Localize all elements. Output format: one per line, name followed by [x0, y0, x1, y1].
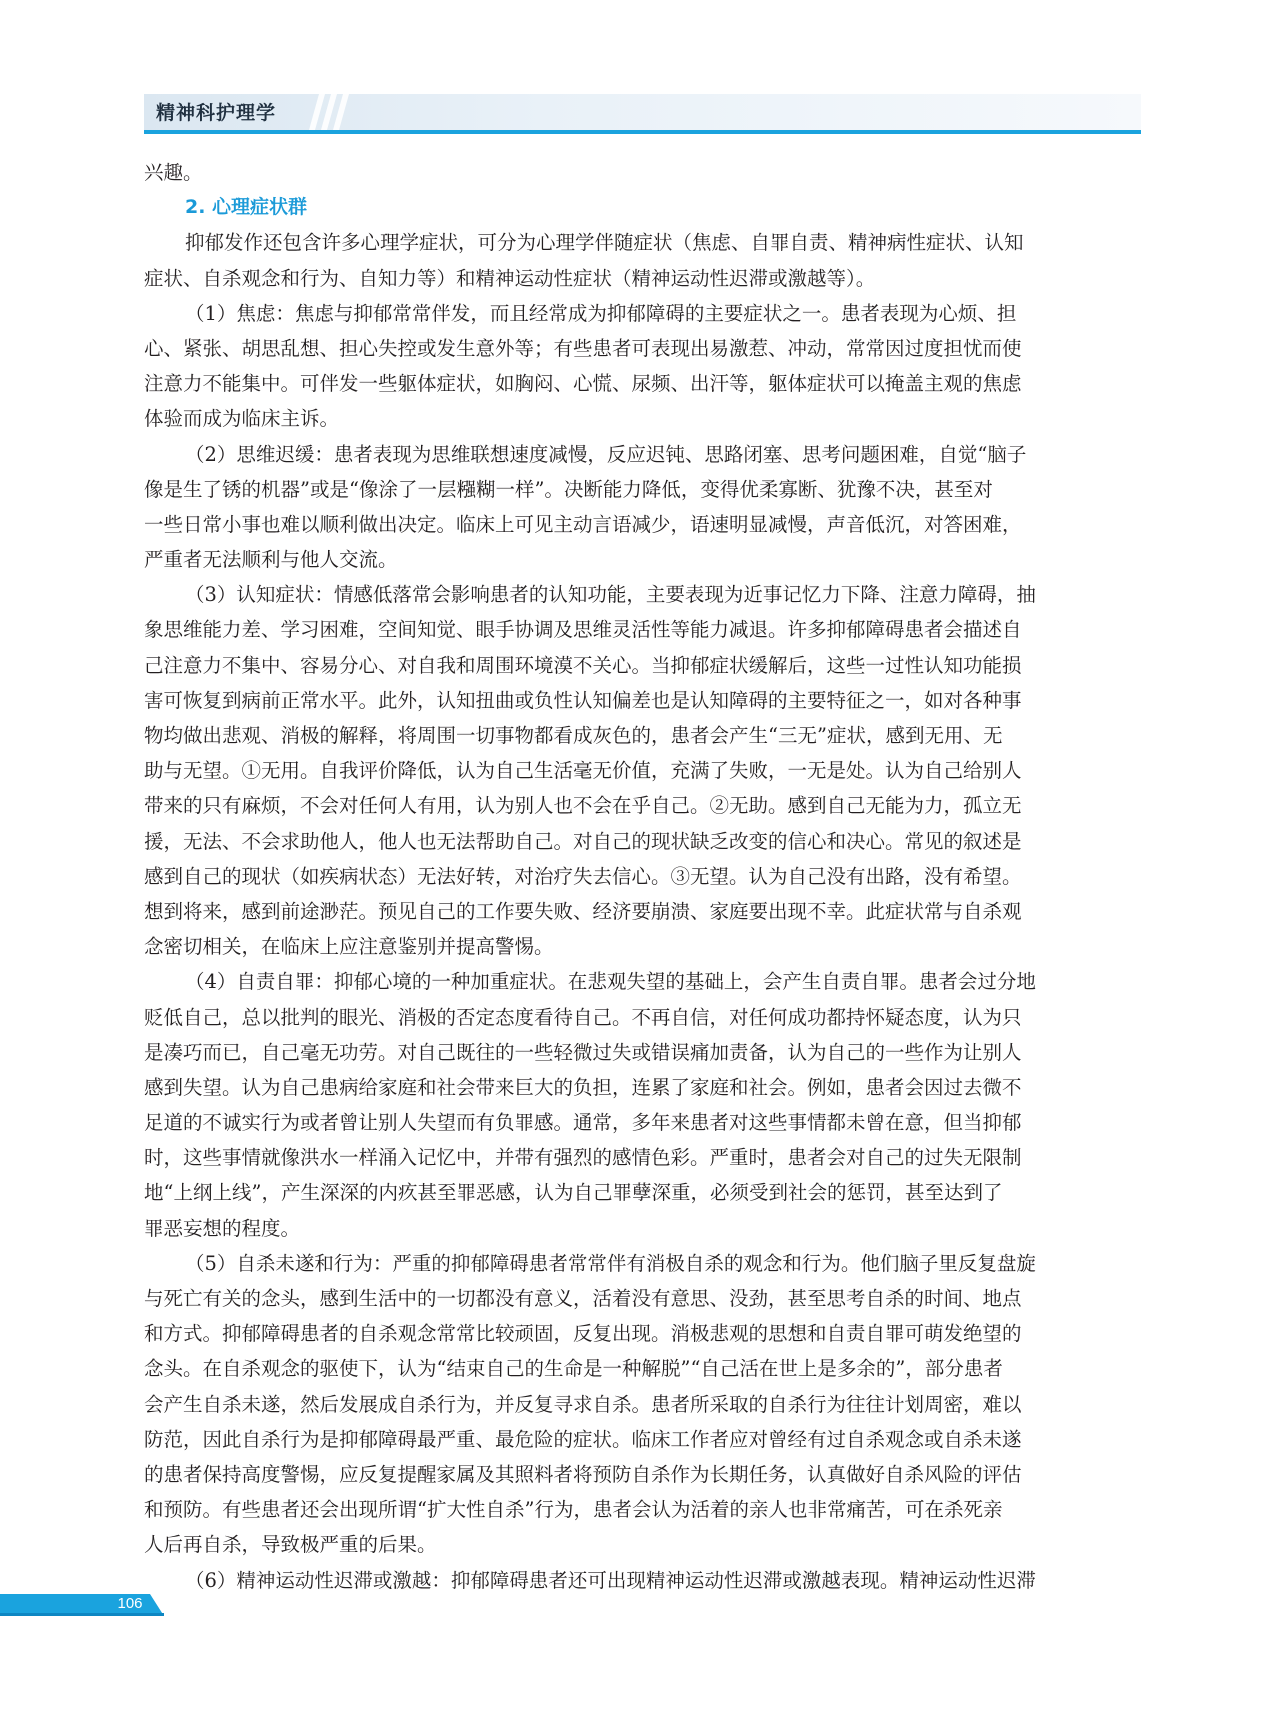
text-line: 念头。在自杀观念的驱使下，认为“结束自己的生命是一种解脱”“自己活在世上是多余的”，部分患者: [144, 1357, 1003, 1381]
page-number: 106: [117, 1595, 143, 1612]
text-line: 症状、自杀观念和行为、自知力等）和精神运动性症状（精神运动性迟滞或激越等）。: [144, 266, 876, 290]
text-line: （1）焦虑：焦虑与抑郁常常伴发，而且经常成为抑郁障碍的主要症状之一。患者表现为心烦、担: [185, 301, 1017, 325]
text-line: 害可恢复到病前正常水平。此外，认知扭曲或负性认知偏差也是认知障碍的主要特征之一，如对各种事: [144, 688, 1022, 712]
running-header-title: 精神科护理学: [156, 102, 277, 124]
text-line: 注意力不能集中。可伴发一些躯体症状，如胸闷、心慌、尿频、出汗等，躯体症状可以掩盖主观的焦虑: [144, 372, 1022, 396]
text-line: 的患者保持高度警惕，应反复提醒家属及其照料者将预防自杀作为长期任务，认真做好自杀风险的评估: [144, 1462, 1022, 1486]
text-line: 感到自己的现状（如疾病状态）无法好转，对治疗失去信心。③无望。认为自己没有出路，没有希望。: [144, 864, 1022, 888]
text-line: 像是生了锈的机器”或是“像涂了一层糨糊一样”。决断能力降低，变得优柔寡断、犹豫不决，甚至对: [144, 477, 993, 501]
text-line: 贬低自己，总以批判的眼光、消极的否定态度看待自己。不再自信，对任何成功都持怀疑态度，认为只: [144, 1005, 1022, 1029]
running-header-band: [144, 94, 1141, 131]
text-line: 一些日常小事也难以顺利做出决定。临床上可见主动言语减少，语速明显减慢，声音低沉，对答困难，: [144, 512, 1022, 536]
text-line: 带来的只有麻烦，不会对任何人有用，认为别人也不会在乎自己。②无助。感到自己无能为力，孤立无: [144, 794, 1022, 818]
text-line: 和预防。有些患者还会出现所谓“扩大性自杀”行为，患者会认为活着的亲人也非常痛苦，可在杀死亲: [144, 1498, 1003, 1522]
text-line: 想到将来，感到前途渺茫。预见自己的工作要失败、经济要崩溃、家庭要出现不幸。此症状常与自杀观: [144, 899, 1022, 923]
text-line: 物均做出悲观、消极的解释，将周围一切事物都看成灰色的，患者会产生“三无”症状，感到无用、无: [144, 724, 1003, 747]
text-line: 足道的不诚实行为或者曾让别人失望而有负罪感。通常，多年来患者对这些事情都未曾在意，但当抑郁: [144, 1111, 1022, 1135]
text-line: 心、紧张、胡思乱想、担心失控或发生意外等；有些患者可表现出易激惹、冲动，常常因过度担忧而使: [144, 336, 1022, 360]
text-line: （5）自杀未遂和行为：严重的抑郁障碍患者常常伴有消极自杀的观念和行为。他们脑子里反复盘旋: [185, 1251, 1036, 1275]
text-line: 助与无望。①无用。自我评价降低，认为自己生活毫无价值，充满了失败，一无是处。认为自己给别人: [144, 759, 1022, 783]
text-line: 防范，因此自杀行为是抑郁障碍最严重、最危险的症状。临床工作者应对曾经有过自杀观念或自杀未遂: [144, 1427, 1022, 1451]
text-line: 己注意力不集中、容易分心、对自我和周围环境漠不关心。当抑郁症状缓解后，这些一过性认知功能损: [144, 653, 1022, 677]
section-heading: 2. 心理症状群: [185, 196, 308, 219]
text-line: （2）思维迟缓：患者表现为思维联想速度减慢，反应迟钝、思路闭塞、思考问题困难，自觉“脑子: [185, 442, 1027, 466]
text-line: 体验而成为临床主诉。: [144, 407, 340, 431]
text-line: 援，无法、不会求助他人，他人也无法帮助自己。对自己的现状缺乏改变的信心和决心。常见的叙述是: [144, 829, 1022, 853]
text-line: 与死亡有关的念头，感到生活中的一切都没有意义，活着没有意思、没劲，甚至思考自杀的时间、地点: [144, 1287, 1022, 1310]
text-line: 感到失望。认为自己患病给家庭和社会带来巨大的负担，连累了家庭和社会。例如，患者会因过去微不: [144, 1075, 1022, 1099]
text-line: 会产生自杀未遂，然后发展成自杀行为，并反复寻求自杀。患者所采取的自杀行为往往计划周密，难以: [144, 1392, 1022, 1416]
text-line: 罪恶妄想的程度。: [144, 1216, 301, 1240]
text-line: 念密切相关，在临床上应注意鉴别并提高警惕。: [144, 935, 554, 959]
text-line: 人后再自杀，导致极严重的后果。: [144, 1533, 437, 1557]
text-line: 地“上纲上线”，产生深深的内疚甚至罪恶感，认为自己罪孽深重，必须受到社会的惩罚，甚至达到了: [144, 1181, 1003, 1205]
text-line: （3）认知症状：情感低落常会影响患者的认知功能，主要表现为近事记忆力下降、注意力障碍，抽: [185, 583, 1036, 607]
text-line: （6）精神运动性迟滞或激越：抑郁障碍患者还可出现精神运动性迟滞或激越表现。精神运动性迟滞: [185, 1568, 1036, 1592]
text-line: 是凑巧而已，自己毫无功劳。对自己既往的一些轻微过失或错误痛加责备，认为自己的一些作为让别人: [144, 1040, 1022, 1064]
header-stripes-decoration: [295, 94, 355, 130]
text-line: 象思维能力差、学习困难，空间知觉、眼手协调及思维灵活性等能力减退。许多抑郁障碍患者会描述自: [144, 618, 1022, 642]
text-line: （4）自责自罪：抑郁心境的一种加重症状。在悲观失望的基础上，会产生自责自罪。患者会过分地: [185, 970, 1036, 994]
body-text: [144, 155, 1141, 1598]
text-line: 和方式。抑郁障碍患者的自杀观念常常比较顽固，反复出现。消极悲观的思想和自责自罪可萌发绝望的: [144, 1322, 1022, 1346]
header-rule: [144, 130, 1141, 134]
text-line: 严重者无法顺利与他人交流。: [144, 548, 398, 572]
text-line: 时，这些事情就像洪水一样涌入记忆中，并带有强烈的感情色彩。严重时，患者会对自己的过失无限制: [144, 1146, 1022, 1170]
text-line: 兴趣。: [144, 161, 203, 184]
text-line: 抑郁发作还包含许多心理学症状，可分为心理学伴随症状（焦虑、自罪自责、精神病性症状、认知: [185, 231, 1024, 255]
